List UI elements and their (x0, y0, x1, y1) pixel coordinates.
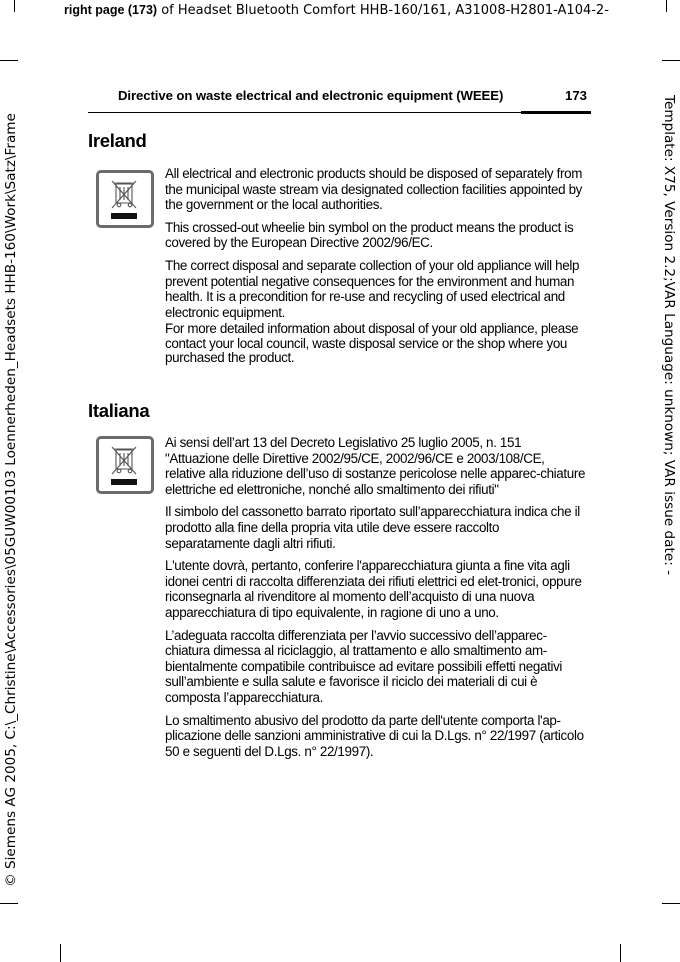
paragraph: All electrical and electronic products should be disposed of separately from the municipal waste stream via designated collection facilities appointed by the government or the local authorities. (165, 166, 583, 213)
paragraph: Ai sensi dell’art 13 del Decreto Legislativo 25 luglio 2005, n. 151 "Attuazione delle Direttive 2002/95/CE, 2002/96/CE e 2003/108/CE, relative alla riduzione dell’uso di sostanze pericolose nelle apparec-chiature elettriche ed elettroniche, nonché allo smaltimento dei rifiuti" (165, 435, 586, 497)
header-rule-accent (521, 111, 591, 114)
page-number: 173 (565, 88, 588, 103)
paragraph: Il simbolo del cassonetto barrato riportato sull’apparecchiatura indica che il prodotto alla fine della propria vita utile deve essere raccolto separatamente dagli altri rifiuti. (165, 504, 580, 551)
left-margin-copyright (0, 70, 22, 930)
running-header-title: Directive on waste electrical and electronic equipment (WEEE) (118, 88, 504, 103)
document-info: of Headset Bluetooth Comfort HHB-160/161, A31008-H2801-A104-2- (157, 3, 609, 18)
ireland-text (165, 166, 587, 372)
paragraph: Lo smaltimento abusivo del prodotto da parte dell'utente comporta l'ap-plicazione delle sanzioni amministrative di cui la D.Lgs. n° 22/1997 (articolo 50 e seguenti del D.Lgs. n° 22/1997). (165, 712, 584, 759)
header-rule (88, 112, 591, 113)
top-print-header (64, 0, 680, 20)
italiana-text (165, 435, 587, 766)
paragraph: L’adeguata raccolta differenziata per l’avvio successivo dell’apparec-chiatura dimessa al riciclaggio, al trattamento e allo smaltimento am-bientalmente compatibile contribuisce ad evitare possibili effetti negativi sull’ambiente e sulla salute e favorisce il riciclo dei materiali di cui è composta l’apparecchiatura. (165, 627, 563, 705)
paragraph: For more detailed information about disposal of your old appliance, please contact your local council, waste disposal service or the shop where you purchased the product. (165, 321, 579, 365)
crossed-out-wheelie-bin-icon (96, 170, 154, 228)
crop-mark-top-left-horizontal (0, 60, 18, 61)
crop-mark-top-left-vertical (14, 0, 15, 12)
right-margin-text: Template: X75, Version 2.2;VAR Language: unknown; VAR issue date: - (661, 94, 677, 576)
crop-mark-bottom-left-vertical (60, 944, 61, 962)
crossed-out-wheelie-bin-icon (96, 436, 154, 494)
paragraph: The correct disposal and separate collection of your old appliance will help prevent potential negative consequences for the environment and human health. It is a precondition for re-use and recycling of used electrical and electronic equipment. (165, 257, 580, 320)
crop-mark-bottom-right-horizontal (662, 903, 680, 904)
page-label: right page (173) (64, 3, 158, 17)
section-heading-ireland: Ireland (88, 130, 147, 151)
paragraph: This crossed-out wheelie bin symbol on the product means the product is covered by the European Directive 2002/96/EC. (165, 219, 574, 251)
paragraph: L'utente dovrà, pertanto, conferire l'apparecchiatura giunta a fine vita agli idonei centri di raccolta differenziata dei rifiuti elettrici ed elet-tronici, oppure riconsegnarla al rivenditore al momento dell’acquisto di una nuova apparecchiatura di tipo equivalente, in ragione di uno a uno. (165, 558, 582, 620)
left-margin-text: © Siemens AG 2005, C:\_Christine\Accessories\05GUW00103 Loennerheden_Headsets HHB-160\Work\Satz\Frame (3, 113, 19, 887)
section-heading-italiana: Italiana (88, 400, 150, 421)
right-margin-template (658, 60, 680, 610)
crop-mark-bottom-right-vertical (620, 944, 621, 962)
